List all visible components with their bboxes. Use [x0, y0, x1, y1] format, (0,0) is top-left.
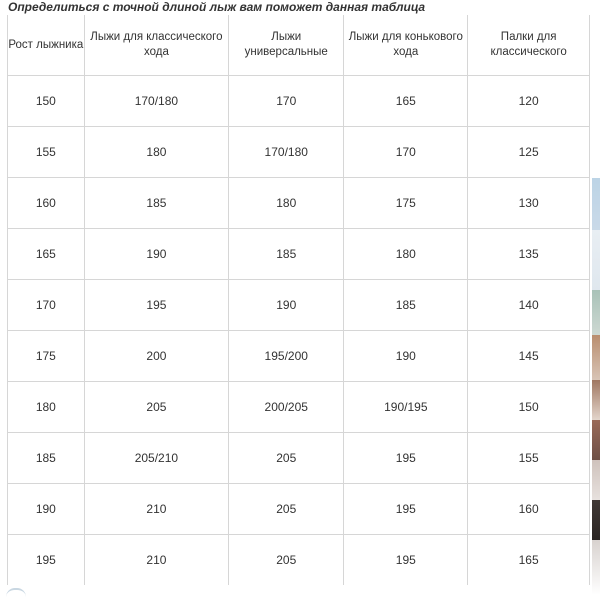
cell-classic: 180	[84, 127, 228, 178]
cell-height: 155	[8, 127, 85, 178]
cell-skate: 190	[344, 331, 468, 382]
cell-poles: 135	[468, 229, 590, 280]
table-row	[8, 127, 590, 178]
cell-universal: 185	[229, 229, 344, 280]
cell-universal: 195/200	[229, 331, 344, 382]
cell-universal: 190	[229, 280, 344, 331]
header-universal-skis: Лыжи универсальные	[229, 15, 344, 76]
cell-skate: 170	[344, 127, 468, 178]
cell-poles: 160	[468, 484, 590, 535]
table-row	[8, 76, 590, 127]
cell-classic: 205	[84, 382, 228, 433]
cell-classic: 185	[84, 178, 228, 229]
table-row	[8, 535, 590, 586]
cell-height: 185	[8, 433, 85, 484]
header-skier-height: Рост лыжника	[8, 15, 85, 76]
cell-universal: 170/180	[229, 127, 344, 178]
cell-height: 150	[8, 76, 85, 127]
table-header-row	[8, 15, 590, 76]
adjacent-image-fragment	[592, 160, 600, 595]
table-row	[8, 433, 590, 484]
cell-height: 170	[8, 280, 85, 331]
table-row	[8, 331, 590, 382]
cell-classic: 205/210	[84, 433, 228, 484]
cell-poles: 125	[468, 127, 590, 178]
cell-universal: 170	[229, 76, 344, 127]
cell-poles: 150	[468, 382, 590, 433]
cell-skate: 190/195	[344, 382, 468, 433]
cell-height: 165	[8, 229, 85, 280]
cell-poles: 165	[468, 535, 590, 586]
cell-height: 180	[8, 382, 85, 433]
bottom-icon-fragment	[6, 588, 26, 597]
side-strip-blank	[592, 0, 600, 160]
table-row	[8, 382, 590, 433]
header-classic-skis: Лыжи для классического хода	[84, 15, 228, 76]
cell-height: 195	[8, 535, 85, 586]
table-row	[8, 178, 590, 229]
header-skate-skis: Лыжи для конькового хода	[344, 15, 468, 76]
cell-skate: 180	[344, 229, 468, 280]
cell-classic: 170/180	[84, 76, 228, 127]
table-row	[8, 484, 590, 535]
table-row	[8, 229, 590, 280]
cell-skate: 195	[344, 535, 468, 586]
header-classic-poles: Палки для классического	[468, 15, 590, 76]
table-row	[8, 280, 590, 331]
cell-skate: 175	[344, 178, 468, 229]
cell-height: 175	[8, 331, 85, 382]
cell-height: 190	[8, 484, 85, 535]
cell-universal: 205	[229, 484, 344, 535]
cell-poles: 155	[468, 433, 590, 484]
cell-skate: 195	[344, 433, 468, 484]
cell-classic: 210	[84, 535, 228, 586]
ski-size-table	[7, 15, 590, 585]
ski-size-table-container	[7, 15, 590, 585]
cell-skate: 195	[344, 484, 468, 535]
cell-classic: 195	[84, 280, 228, 331]
cell-poles: 130	[468, 178, 590, 229]
cell-classic: 210	[84, 484, 228, 535]
table-caption: Определиться с точной длиной лыж вам поможет данная таблица	[8, 0, 426, 14]
cell-height: 160	[8, 178, 85, 229]
cell-skate: 165	[344, 76, 468, 127]
cell-poles: 145	[468, 331, 590, 382]
cell-universal: 200/205	[229, 382, 344, 433]
cell-universal: 205	[229, 535, 344, 586]
cell-classic: 200	[84, 331, 228, 382]
cell-poles: 120	[468, 76, 590, 127]
cell-skate: 185	[344, 280, 468, 331]
cell-poles: 140	[468, 280, 590, 331]
cell-universal: 205	[229, 433, 344, 484]
cell-classic: 190	[84, 229, 228, 280]
cell-universal: 180	[229, 178, 344, 229]
